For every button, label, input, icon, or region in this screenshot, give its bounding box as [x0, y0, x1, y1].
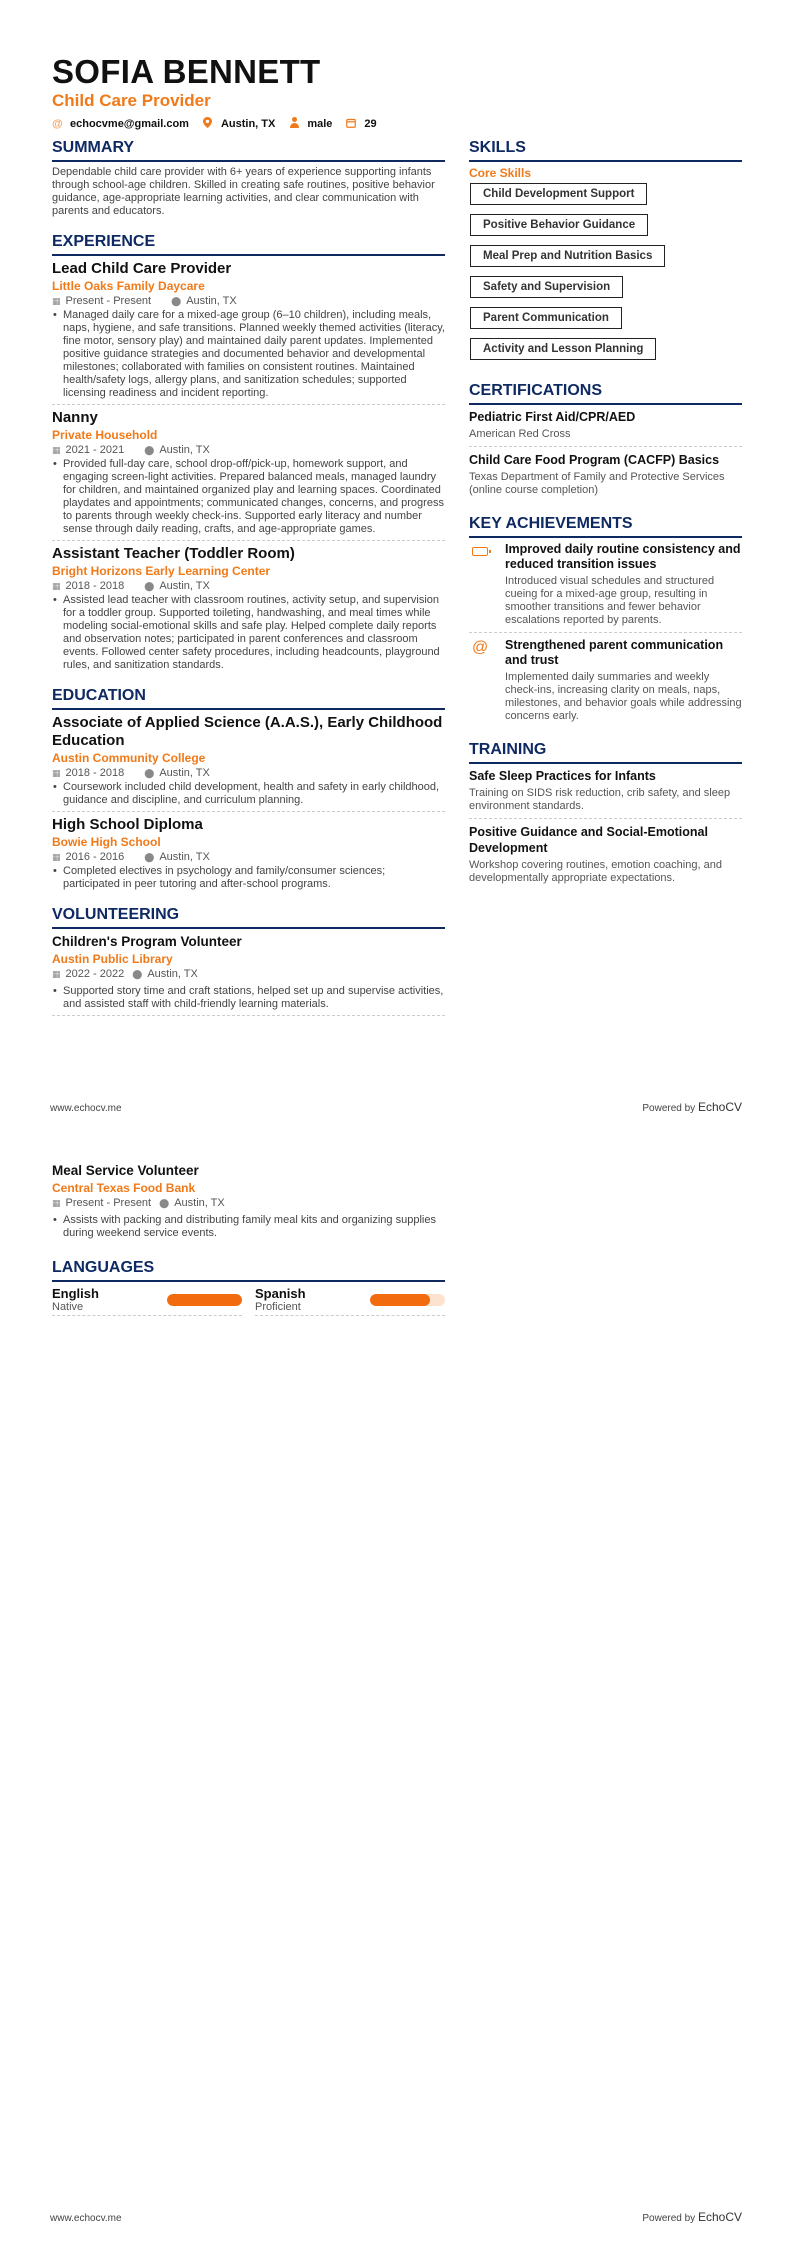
- website-link[interactable]: www.echocv.me: [50, 2213, 122, 2224]
- section-heading: EXPERIENCE: [52, 232, 445, 256]
- location: Austin, TX: [159, 444, 210, 456]
- proficiency-fill: [370, 1294, 430, 1306]
- location-text: Austin, TX: [220, 118, 276, 130]
- candidate-name: SOFIA BENNETT: [52, 53, 321, 90]
- calendar-icon: [346, 118, 356, 131]
- volunteer-entry: [52, 1162, 445, 1244]
- entry-meta: [52, 294, 445, 308]
- skill-tag: Meal Prep and Nutrition Basics: [470, 245, 665, 267]
- certification-entry: [469, 409, 742, 447]
- powered-by: Powered by EchoCV: [642, 2210, 742, 2224]
- training-section: [469, 740, 742, 890]
- resume-header: [52, 54, 391, 131]
- location-pin-icon: [203, 117, 213, 131]
- achievement-desc: Implemented daily summaries and weekly check-ins, increasing clarity on meals, naps, milestones, and behavior goals while addressing concerns early.: [505, 671, 742, 722]
- section-heading: KEY ACHIEVEMENTS: [469, 514, 742, 538]
- cert-issuer: American Red Cross: [469, 428, 571, 440]
- calendar-icon: ▦: [52, 296, 61, 306]
- section-heading: EDUCATION: [52, 686, 445, 710]
- contact-age: [346, 118, 376, 131]
- location: Austin, TX: [159, 851, 210, 863]
- job-title: Assistant Teacher (Toddler Room): [52, 545, 295, 562]
- bullet-item: • Completed electives in psychology and family/consumer sciences; participated in peer tutoring and after-school programs.: [52, 865, 445, 891]
- languages-list: [52, 1286, 445, 1316]
- location-pin-icon: ⬤: [144, 581, 155, 591]
- date-range: Present - Present: [65, 295, 152, 307]
- contact-gender: [289, 117, 332, 131]
- calendar-icon: ▦: [52, 852, 61, 862]
- section-heading: TRAINING: [469, 740, 742, 764]
- left-column: [52, 138, 445, 1020]
- training-desc: Training on SIDS risk reduction, crib safety, and sleep environment standards.: [469, 787, 731, 812]
- experience-entry: [52, 409, 445, 541]
- location-pin-icon: ⬤: [132, 969, 143, 979]
- volunteering-section: [52, 905, 445, 1016]
- entry-meta: [52, 1196, 445, 1210]
- date-range: 2016 - 2016: [65, 851, 125, 863]
- section-heading: SKILLS: [469, 138, 742, 162]
- achievement-desc: Introduced visual schedules and structured cueing for a mixed-age group, resulting in smoother transitions and fewer behavior escalations reported by parents.: [505, 575, 715, 626]
- organization: Austin Public Library: [52, 952, 173, 966]
- location-pin-icon: ⬤: [159, 1198, 170, 1208]
- bullet-item: • Assists with packing and distributing family meal kits and organizing supplies during weekend service events.: [52, 1214, 445, 1240]
- skill-tag: Child Development Support: [470, 183, 647, 205]
- institution: Bowie High School: [52, 835, 161, 849]
- entry-meta: [52, 443, 445, 457]
- cert-title: Pediatric First Aid/CPR/AED: [469, 410, 636, 424]
- section-heading: LANGUAGES: [52, 1258, 445, 1282]
- date-range: 2018 - 2018: [65, 767, 125, 779]
- location-pin-icon: ⬤: [144, 852, 155, 862]
- entry-meta: [52, 967, 445, 981]
- calendar-icon: ▦: [52, 1198, 61, 1208]
- job-title: Lead Child Care Provider: [52, 260, 232, 277]
- skill-group-title: Core Skills: [469, 166, 532, 180]
- role-title: Meal Service Volunteer: [52, 1163, 199, 1178]
- language-name: Spanish: [255, 1286, 306, 1301]
- education-entry: [52, 816, 445, 895]
- languages-section: [52, 1258, 445, 1316]
- brand-name: EchoCV: [697, 1100, 742, 1114]
- date-range: 2018 - 2018: [65, 580, 125, 592]
- skill-tag: Safety and Supervision: [470, 276, 623, 298]
- location-pin-icon: ⬤: [171, 296, 182, 306]
- left-column-continued: [52, 1162, 445, 1316]
- section-heading: CERTIFICATIONS: [469, 381, 742, 405]
- skill-tag: Positive Behavior Guidance: [470, 214, 648, 236]
- at-icon: @: [52, 118, 63, 130]
- achievement-entry: [469, 638, 742, 728]
- achievements-section: [469, 514, 742, 728]
- employer: Little Oaks Family Daycare: [52, 279, 205, 293]
- resume-page-2: [0, 1140, 794, 2246]
- date-range: 2022 - 2022: [65, 968, 125, 980]
- skills-section: [469, 138, 742, 369]
- cert-issuer: Texas Department of Family and Protective Services (online course completion): [469, 471, 725, 496]
- age-text: 29: [364, 118, 377, 130]
- bullet-item: • Assisted lead teacher with classroom routines, activity setup, and supervision for a toddler group. Supported toileting, handwashing, and meal times while modeling social-emotional skills and safe play. Helped complete daily reports and observation notes; participated in parent conferences and classroom events. Followed center safety procedures, including headcounts, playground rules, and sanitization standards.: [52, 594, 445, 672]
- entry-meta: [52, 850, 445, 864]
- battery-icon: [469, 542, 505, 627]
- training-desc: Workshop covering routines, emotion coaching, and developmentally appropriate expectations.: [469, 859, 722, 884]
- institution: Austin Community College: [52, 751, 206, 765]
- language-entry: [52, 1286, 242, 1316]
- job-title: Nanny: [52, 409, 98, 426]
- person-icon: [289, 117, 299, 131]
- brand-name: EchoCV: [697, 2210, 742, 2224]
- volunteer-entry: [52, 933, 445, 1016]
- contact-location: [203, 117, 275, 131]
- experience-entry: [52, 545, 445, 676]
- language-level: Proficient: [255, 1301, 301, 1313]
- certifications-section: [469, 381, 742, 502]
- candidate-title: Child Care Provider: [52, 91, 211, 110]
- summary-text: Dependable child care provider with 6+ years of experience supporting infants through school-age children. Skilled in creating safe routines, positive behavior guidance, age-appropriate learning activities, and clear communication with parents and educators.: [52, 166, 435, 217]
- role-title: Children's Program Volunteer: [52, 934, 242, 949]
- skills-list: [469, 183, 742, 369]
- certification-entry: [469, 452, 742, 502]
- contact-email[interactable]: [52, 118, 189, 130]
- location: Austin, TX: [186, 295, 237, 307]
- language-entry: [255, 1286, 445, 1316]
- language-name: English: [52, 1286, 99, 1301]
- achievement-title: Improved daily routine consistency and reduced transition issues: [505, 542, 741, 571]
- skill-tag: Parent Communication: [470, 307, 622, 329]
- location: Austin, TX: [174, 1197, 225, 1209]
- entry-meta: [52, 579, 445, 593]
- degree: High School Diploma: [52, 816, 203, 833]
- cert-title: Child Care Food Program (CACFP) Basics: [469, 453, 720, 467]
- proficiency-fill: [167, 1294, 242, 1306]
- page-footer: [50, 1100, 742, 1114]
- bullet-item: • Coursework included child development, health and safety in early childhood, guidance and discipline, and curriculum planning.: [52, 781, 445, 807]
- education-entry: [52, 714, 445, 812]
- experience-entry: [52, 260, 445, 405]
- proficiency-bar: [370, 1294, 445, 1306]
- experience-section: [52, 232, 445, 676]
- location-pin-icon: ⬤: [144, 445, 155, 455]
- gender-text: male: [307, 118, 333, 130]
- skill-tag: Activity and Lesson Planning: [470, 338, 656, 360]
- calendar-icon: ▦: [52, 768, 61, 778]
- location-pin-icon: ⬤: [144, 768, 155, 778]
- calendar-icon: ▦: [52, 445, 61, 455]
- calendar-icon: ▦: [52, 581, 61, 591]
- powered-by: Powered by EchoCV: [642, 1100, 742, 1114]
- date-range: 2021 - 2021: [65, 444, 125, 456]
- achievement-entry: [469, 542, 742, 633]
- bullet-item: • Managed daily care for a mixed-age group (6–10 children), including meals, naps, hygiene, and safe transitions. Planned weekly themed activities (literacy, fine motor, sensory play) and maintained daily parent updates. Implemented positive guidance strategies and documented behavior and developmental milestones; collaborated with families on consistent routines. Maintained health/safety logs, allergy plans, and sanitization schedules; supported licensing readiness and incident reporting.: [52, 309, 445, 400]
- bullet-item: • Provided full-day care, school drop-off/pick-up, homework support, and engaging screen-light activities. Prepared balanced meals, managed laundry for children, and maintained organized play and learning spaces. Coordinated playdates and appointments; communicated changes, concerns, and progress to parents through weekly check-ins. Supported early literacy and number sense through daily reading, crafts, and age-appropriate games.: [52, 458, 445, 536]
- organization: Central Texas Food Bank: [52, 1181, 196, 1195]
- date-range: Present - Present: [65, 1197, 152, 1209]
- training-entry: [469, 824, 742, 890]
- employer: Bright Horizons Early Learning Center: [52, 564, 271, 578]
- location: Austin, TX: [147, 968, 198, 980]
- bullet-item: • Supported story time and craft stations, helped set up and supervise activities, and assisted staff with child-friendly learning materials.: [52, 985, 445, 1011]
- contact-row: [52, 117, 391, 131]
- training-entry: [469, 768, 742, 819]
- location: Austin, TX: [159, 580, 210, 592]
- language-level: Native: [52, 1301, 84, 1313]
- entry-meta: [52, 766, 445, 780]
- training-title: Safe Sleep Practices for Infants: [469, 769, 656, 783]
- website-link[interactable]: www.echocv.me: [50, 1103, 122, 1114]
- section-heading: SUMMARY: [52, 138, 445, 162]
- at-icon: @: [472, 639, 489, 656]
- education-section: [52, 686, 445, 895]
- employer: Private Household: [52, 428, 158, 442]
- location: Austin, TX: [159, 767, 210, 779]
- section-heading: VOLUNTEERING: [52, 905, 445, 929]
- achievement-title: Strengthened parent communication and trust: [505, 638, 724, 667]
- email-text: echocvme@gmail.com: [70, 118, 189, 130]
- training-title: Positive Guidance and Social-Emotional Development: [469, 825, 708, 855]
- calendar-icon: ▦: [52, 969, 61, 979]
- page-footer: [50, 2210, 742, 2224]
- right-column: [469, 138, 742, 895]
- summary-section: [52, 138, 445, 218]
- proficiency-bar: [167, 1294, 242, 1306]
- degree: Associate of Applied Science (A.A.S.), Early Childhood Education: [52, 714, 443, 749]
